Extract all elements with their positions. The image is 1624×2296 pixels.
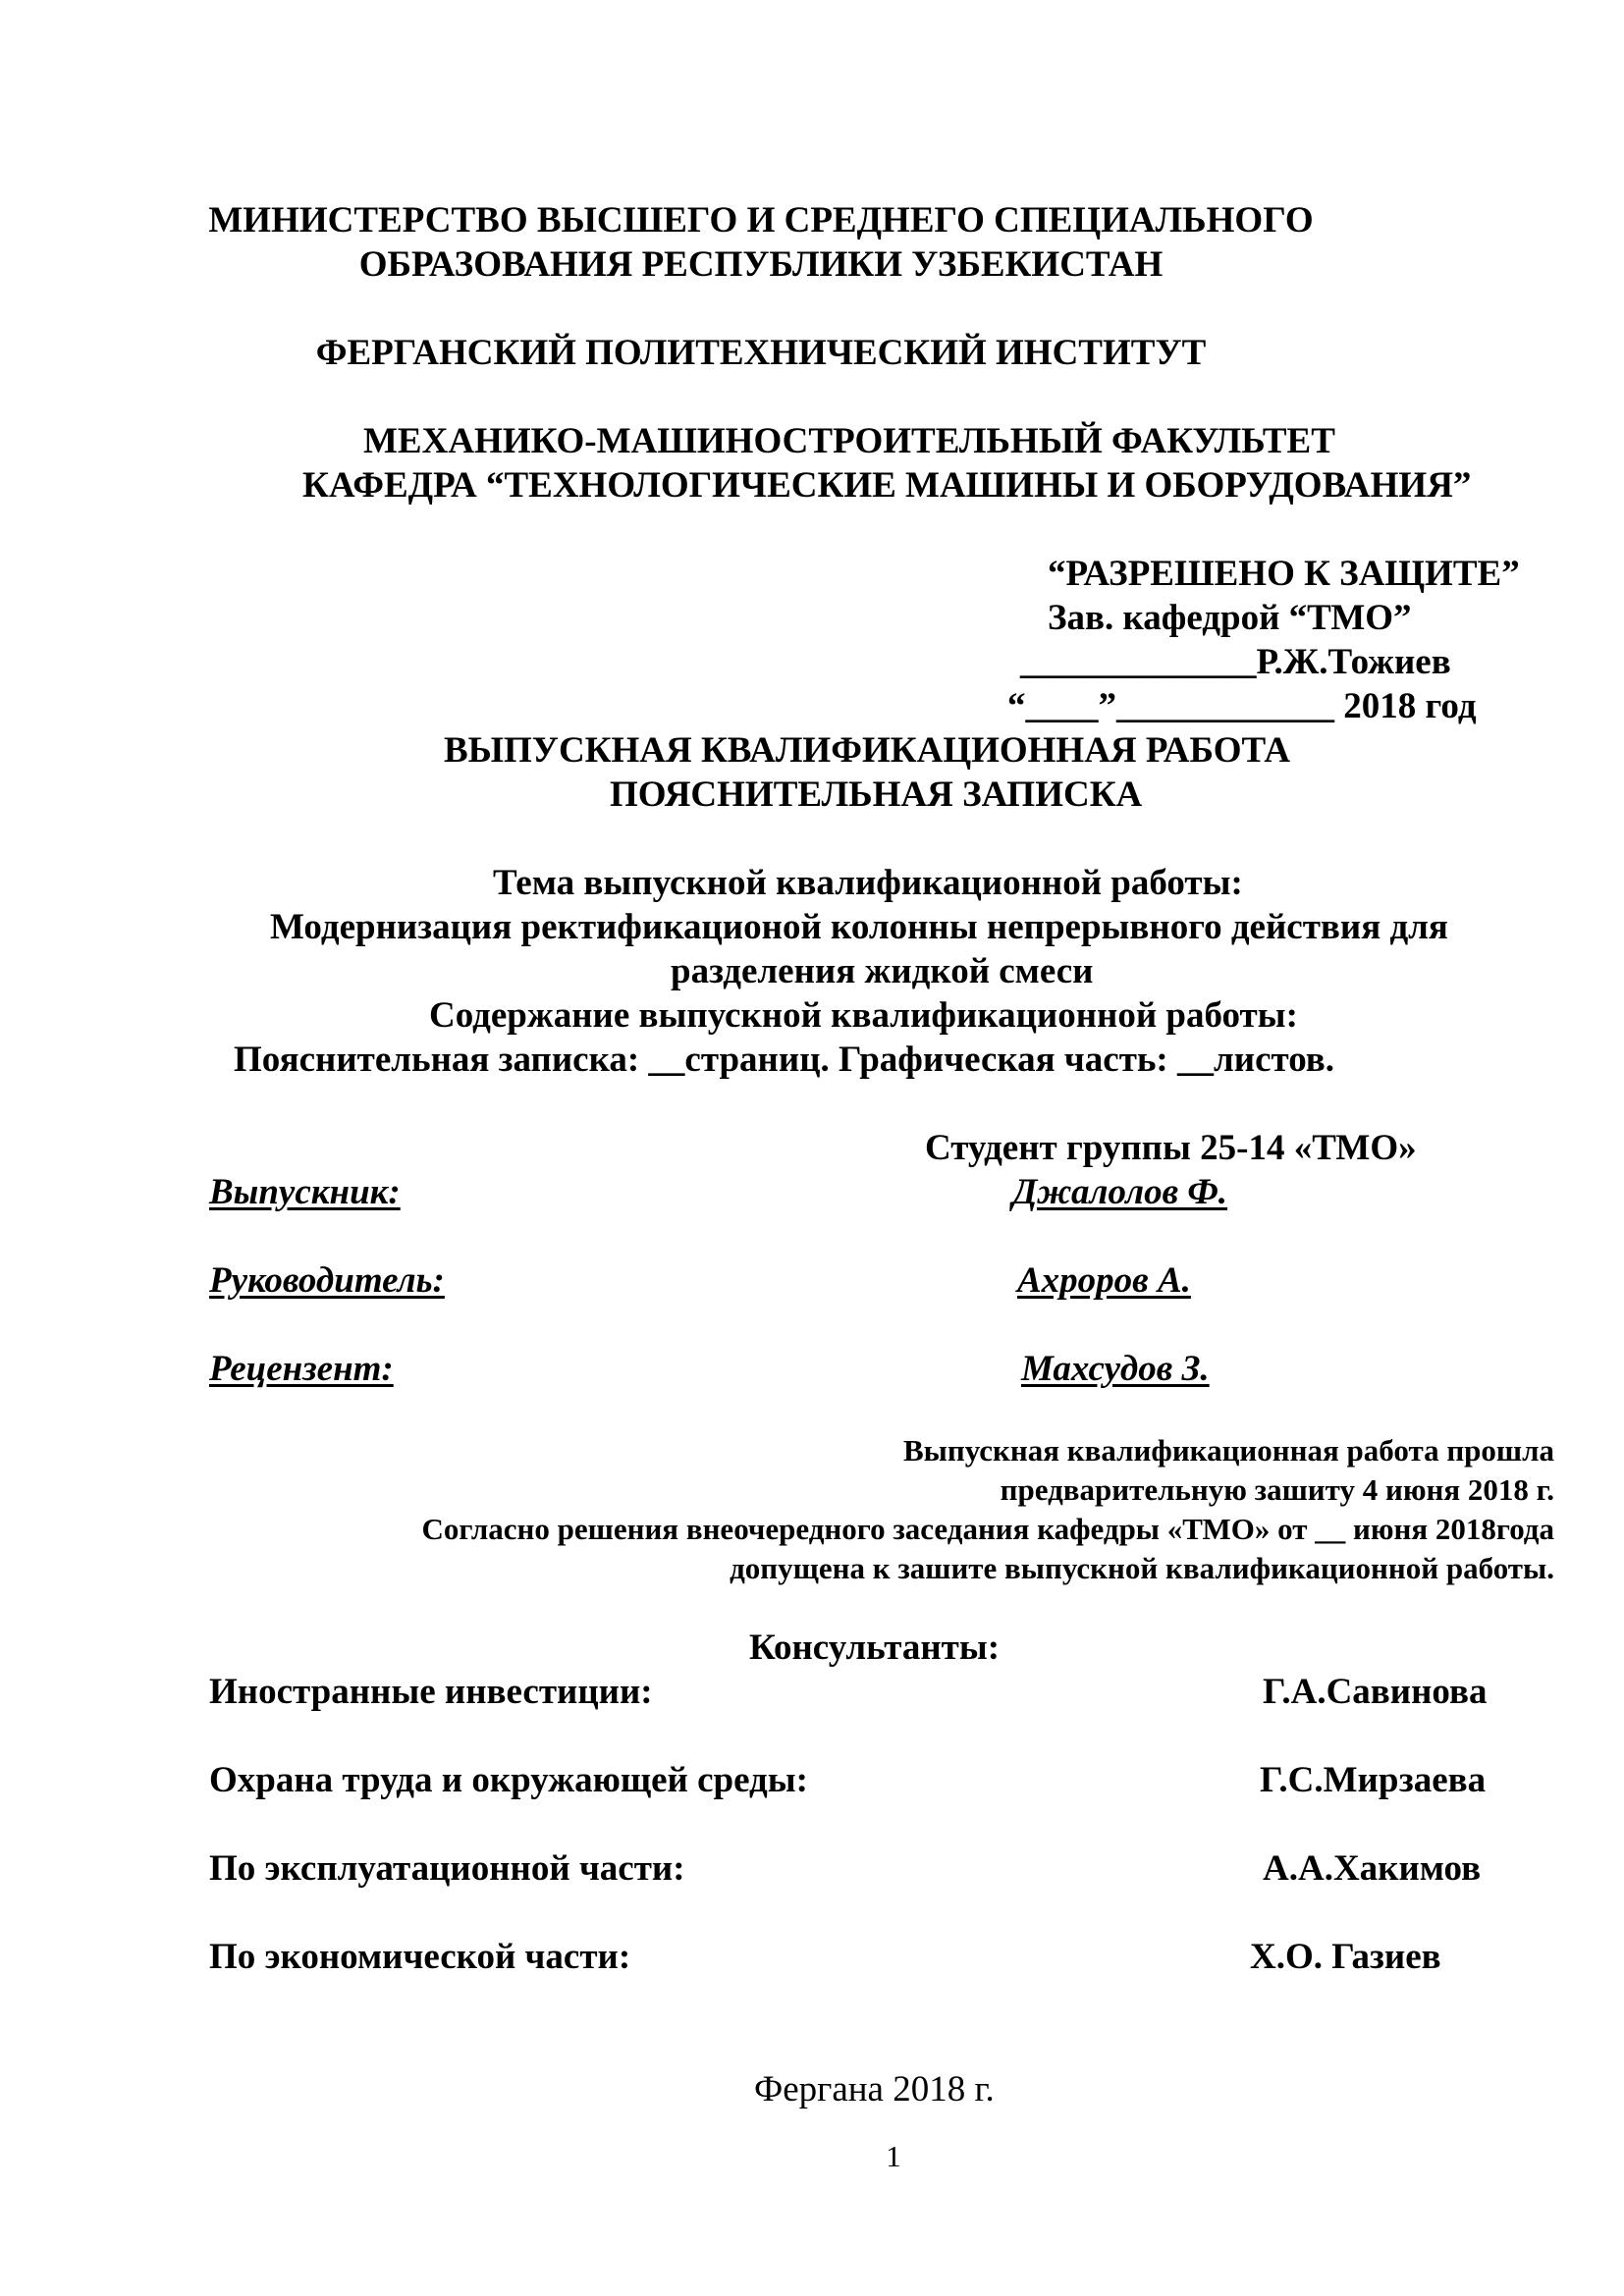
ministry-line-2: ОБРАЗОВАНИЯ РЕСПУБЛИКИ УЗБЕКИСТАН [358,244,1164,285]
institute-name: ФЕРГАНСКИЙ ПОЛИТЕХНИЧЕСКИЙ ИНСТИТУТ [315,333,1207,373]
city-year: Фергана 2018 г. [754,2069,995,2109]
consultant-role: По экономической части: [209,1937,631,1977]
department-name: КАФЕДРА “ТЕХНОЛОГИЧЕСКИЕ МАШИНЫ И ОБОРУДОВАНИЯ” [302,465,1472,506]
work-title-line-2: ПОЯСНИТЕЛЬНАЯ ЗАПИСКА [610,774,1143,815]
consultants-heading: Консультанты: [749,1628,1001,1668]
note-line-1: Выпускная квалификационная работа прошла [902,1433,1554,1468]
consultant-role: По эксплуатационной части: [209,1848,685,1889]
reviewer-name: Махсудов З. [1021,1349,1210,1389]
topic-line-2: разделения жидкой смеси [671,951,1094,991]
consultant-name: Г.С.Мирзаева [1260,1760,1487,1800]
work-title-line-1: ВЫПУСКНАЯ КВАЛИФИКАЦИОННАЯ РАБОТА [444,730,1291,771]
consultant-role: Иностранные инвестиции: [209,1672,653,1712]
supervisor-name: Ахроров А. [1017,1260,1191,1301]
content-line: Пояснительная записка: __страниц. Графическая часть: __листов. [234,1040,1335,1080]
note-line-4: допущена к зашите выпускной квалификационной работы. [730,1551,1554,1585]
graduate-label: Выпускник: [209,1172,401,1212]
consultant-role: Охрана труда и окружающей среды: [209,1760,808,1800]
reviewer-label: Рецензент: [209,1349,394,1389]
ministry-line-1: МИНИСТЕРСТВО ВЫСШЕГО И СРЕДНЕГО СПЕЦИАЛЬНОГО [208,200,1314,240]
approval-line-1: “РАЗРЕШЕНО К ЗАЩИТЕ” [1048,554,1520,594]
graduate-name: Джалолов Ф. [1012,1172,1228,1212]
topic-line-1: Модернизация ректификационой колонны непрерывного действия для [270,907,1448,947]
topic-label: Тема выпускной квалификационной работы: [493,863,1243,903]
consultant-name: А.А.Хакимов [1263,1848,1482,1889]
consultant-name: Х.О. Газиев [1250,1937,1441,1977]
page-number: 1 [886,2139,901,2173]
note-line-3: Согласно решения внеочередного заседания кафедры «ТМО» от __ июня 2018года [421,1512,1554,1546]
note-line-2: предварительную зашиту 4 июня 2018 г. [1000,1472,1554,1507]
faculty-name: МЕХАНИКО-МАШИНОСТРОИТЕЛЬНЫЙ ФАКУЛЬТЕТ [363,421,1335,461]
approval-line-2: Зав. кафедрой “ТМО” [1048,598,1412,638]
approval-date-line: “____”____________ 2018 год [1007,686,1477,726]
consultant-name: Г.А.Савинова [1263,1672,1488,1712]
supervisor-label: Руководитель: [209,1260,445,1301]
content-label: Содержание выпускной квалификационной работы: [429,995,1298,1036]
approval-signature-line: _____________Р.Ж.Тожиев [1020,642,1451,682]
student-group: Студент группы 25-14 «ТМО» [925,1128,1417,1168]
